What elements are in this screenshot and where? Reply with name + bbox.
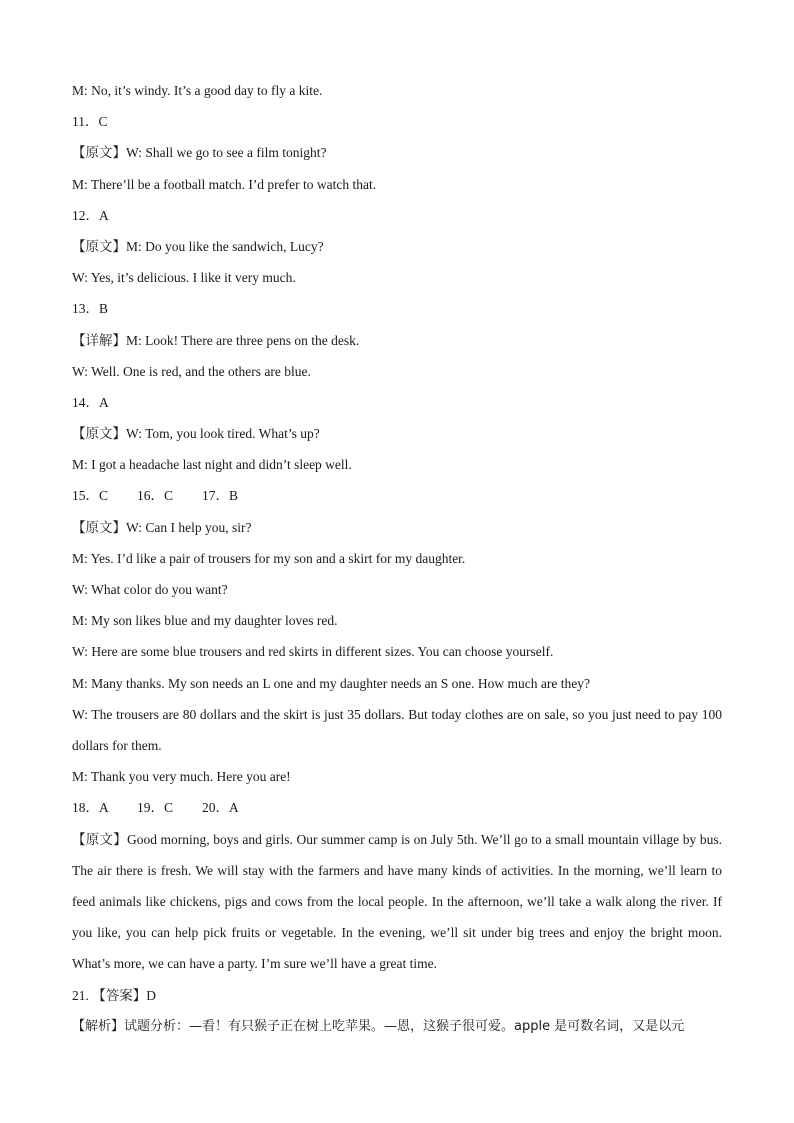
text-line: W: Yes, it’s delicious. I like it very much. [72,270,296,286]
text-line: 【原文】M: Do you like the sandwich, Lucy? [72,238,324,254]
text-line: M: There’ll be a football match. I’d prefer to watch that. [72,176,377,192]
text-line: M: Thank you very much. Here you are! [72,769,291,785]
text-line: 【详解】M: Look! There are three pens on the desk. [72,332,360,348]
answer-14: 14．A [72,394,109,410]
answers-15-17 [72,486,722,505]
text-line: M: I got a headache last night and didn’t sleep well. [72,457,352,473]
answer-15: 15．C [72,488,109,504]
text-line: M: No, it’s windy. It’s a good day to fly a kite. [72,83,323,98]
answer-18: 18．A [72,800,109,816]
camp-paragraph: 【原文】Good morning, boys and girls. Our summer camp is on July 5th. We’ll go to a small mountain village by bus. The air there is fresh. We will stay with the farmers and have many kinds of activities. In the morning, we’ll learn to feed animals like chickens, pigs and cows from the local people. In the afternoon, we’ll take a walk along the river. If you like, you can help pick fruits or vegetable. In the evening, we’ll sit under big trees and enjoy the bright moon. What’s more, we can have a party. I’m sure we’ll have a great time. [72,831,722,972]
text-line: 【原文】W: Shall we go to see a film tonight? [72,145,327,161]
text-line: W: Here are some blue trousers and red skirts in different sizes. You can choose yourself. [72,644,554,660]
text-line: M: My son likes blue and my daughter loves red. [72,613,338,629]
answer-12: 12．A [72,207,109,223]
text-line: M: Yes. I’d like a pair of trousers for my son and a skirt for my daughter. [72,550,466,566]
answer-19: 19．C [137,800,174,816]
document-body [72,81,722,1048]
text-line: M: Many thanks. My son needs an L one and my daughter needs an S one. How much are they? [72,675,591,691]
price-paragraph: W: The trousers are 80 dollars and the skirt is just 35 dollars. But today clothes are on sale, so you just need to pay 100 dollars for them. [72,706,722,753]
answer-11: 11．C [72,114,108,130]
text-line: W: Well. One is red, and the others are blue. [72,363,311,379]
text-line: W: What color do you want? [72,582,228,597]
analysis-21: 【解析】试题分析：—看！有只猴子正在树上吃苹果。—恩，这猴子很可爱。apple 是可数名词，又是以元 [72,1018,685,1034]
answer-13: 13．B [72,301,109,317]
answers-18-20 [72,798,722,817]
answer-17: 17．B [202,488,239,504]
text-line: 【原文】W: Tom, you look tired. What’s up? [72,426,320,442]
answer-20: 20．A [202,800,239,816]
text-line: 【原文】W: Can I help you, sir? [72,519,252,535]
answer-21: 21. 【答案】D [72,987,156,1003]
answer-16: 16．C [137,488,174,504]
